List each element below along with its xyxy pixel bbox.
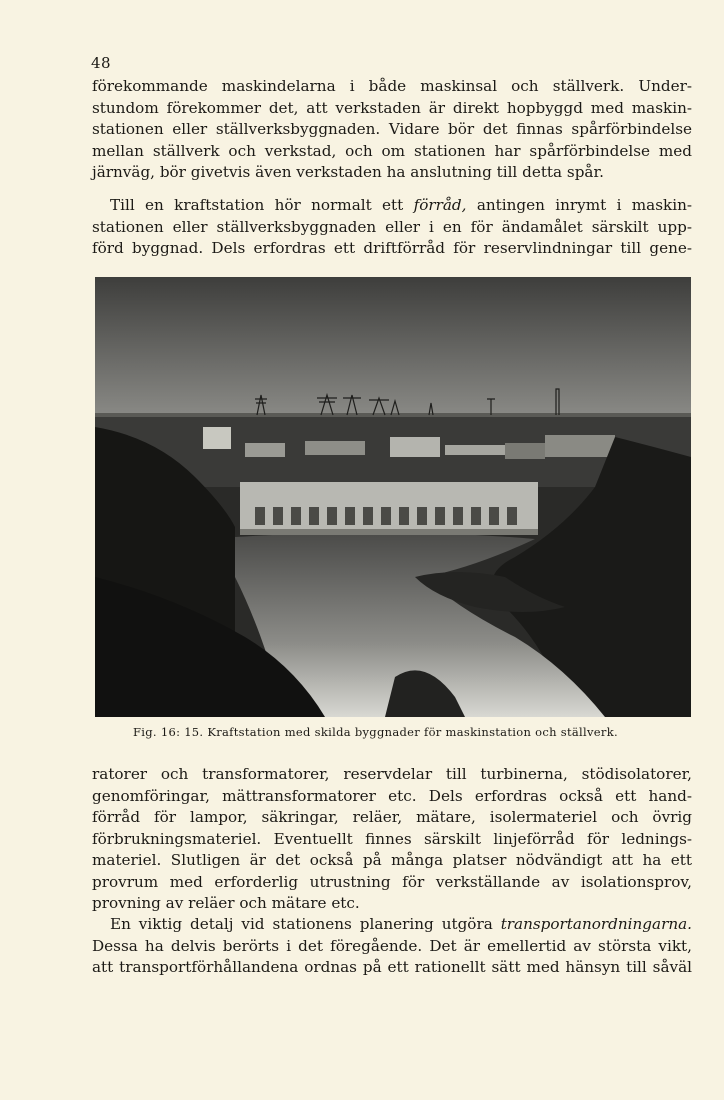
photo-power-station <box>95 277 691 717</box>
paragraph-3 <box>92 764 692 915</box>
text-line: Dessa ha delvis berörts i det föregående. Det är emellertid av största vikt, <box>92 936 692 955</box>
text-line: stundom förekommer det, att verkstaden är direkt hopbyggd med maskin- <box>92 98 692 117</box>
text-line: provrum med erforderlig utrustning för verkställande av isolationsprov, <box>92 872 692 891</box>
text-line: förråd för lampor, säkringar, reläer, mätare, isolermateriel och övrig <box>92 808 692 826</box>
text-line: förd byggnad. Dels erfordras ett driftförråd för reservlindningar till gene- <box>92 239 692 257</box>
text-line: att transportförhållandena ordnas på ett rationellt sätt med hänsyn till såväl <box>92 958 692 976</box>
text-line <box>92 914 692 936</box>
italic-term: transportanordningarna. <box>500 915 692 933</box>
paragraph-2 <box>92 195 692 260</box>
text-run: antingen inrymt i maskin- <box>466 196 692 214</box>
paragraph-4 <box>92 914 692 979</box>
paragraph-1 <box>92 76 692 184</box>
text-run: En viktig detalj vid stationens planering utgöra <box>110 915 501 933</box>
text-line: stationen eller ställverksbyggnaden. Vidare bör det finnas spårförbindelse <box>92 120 692 138</box>
text-line: järnväg, bör givetvis även verkstaden ha anslutning till detta spår. <box>92 163 604 181</box>
text-line: genomföringar, mättransformatorer etc. Dels erfordras också ett hand- <box>92 786 692 805</box>
text-line <box>92 195 692 217</box>
text-run: Till en kraftstation hör normalt ett <box>110 196 414 214</box>
italic-term: förråd, <box>413 196 467 214</box>
text-line: stationen eller ställverksbyggnaden eller i en för ändamålet särskilt upp- <box>92 217 692 236</box>
text-line: provning av reläer och mätare etc. <box>92 894 360 912</box>
text-line: materiel. Slutligen är det också på många platser nödvändigt att ha ett <box>92 851 692 869</box>
figure-caption: Fig. 16: 15. Kraftstation med skilda byggnader för maskinstation och ställverk. <box>133 725 618 739</box>
text-line: förbrukningsmateriel. Eventuellt finnes särskilt linjeförråd för lednings- <box>92 829 692 848</box>
text-line: mellan ställverk och verkstad, och om stationen har spårförbindelse med <box>92 141 692 160</box>
page-number: 48 <box>91 54 112 72</box>
text-line: förekommande maskindelarna i både maskinsal och ställverk. Under- <box>92 77 692 95</box>
text-line: ratorer och transformatorer, reservdelar till turbinerna, stödisolatorer, <box>92 765 692 783</box>
